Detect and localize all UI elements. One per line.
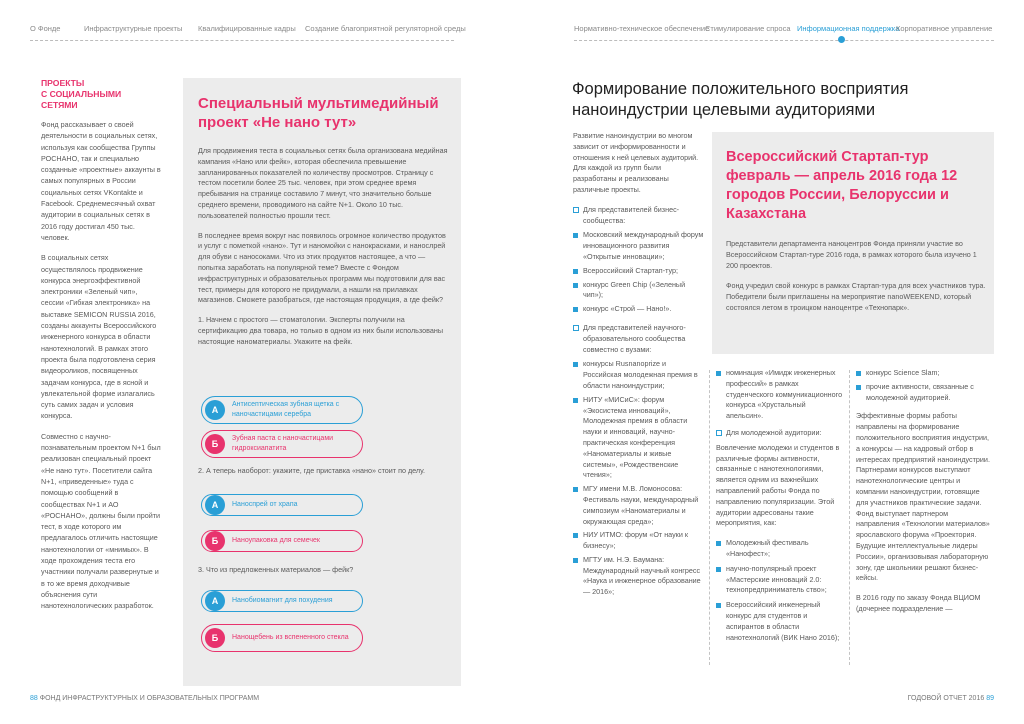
quiz-answer-1a[interactable] (201, 396, 363, 424)
col4-paragraph: В 2016 году по заказу Фонда ВЦИОМ (дочернее подразделение — (856, 593, 981, 613)
special-paragraph: В последнее время вокруг нас появилось огромное количество продуктов и услуг с пометкой «нано». Тут и наномойки с нанокрасками, и нанослрей для обуви с наносоками. Что из этих продуктов настоящее, а что — попытка заработать на популярной теме? Вместе с Фондом инфраструктурных и образовательных программ мы подготовили для вас тест, примеры для которого не придумали, а нашли на прилавках магазинов. Сможете разобраться, где настоящая продукция, а где фейк? (198, 230, 446, 305)
science-item: НИУ ИТМО: форум «От науки к бизнесу»; (573, 530, 705, 552)
startup-paragraph: Представители департамента наноцентров Фонда приняли участие во Всероссийском Стартап-туре 2016 года, в рамках которого была изучено 1 200 проектов. (726, 239, 977, 270)
nav-item-info-support[interactable]: Информационная поддержка (797, 24, 900, 33)
science-item: конкурсы Rusnanoprize и Российская молодежная премия в области наноиндустрии; (573, 359, 705, 391)
footer-right (908, 695, 994, 702)
nav-item-infrastructure[interactable]: Инфраструктурные проекты (84, 24, 183, 33)
nav-divider-right (574, 40, 994, 41)
science-item: МГУ имени М.В. Ломоносова: Фестиваль науки, международный симпозиум «Наноматериалы и окружающая среда»; (573, 484, 705, 527)
answer-text: Антисептическая зубная щетка с наночастицами серебра (232, 401, 340, 418)
nav-item-normative[interactable]: Нормативно-техническое обеспечение (574, 24, 710, 33)
audience-column-4 (856, 368, 990, 624)
sidebar-title-line: ПРОЕКТЫ (41, 78, 85, 88)
youth-label: Для молодежной аудитории: (716, 428, 844, 439)
sidebar-title (41, 78, 151, 111)
answer-letter-b: Б (205, 628, 225, 648)
special-paragraph: Для продвижения теста в социальных сетях была организована медийная кампания «Нано или фейк», которая обеспечила превышение запланированных показателей по количеству просмотров. Страницу с тестом посетили более 25 тыс. человек, при этом среднее время пребывания на странице составило 7 минут, что значительно больше среднего времени, проводимого на сайте N+1. Около 10 тыс. пользователей полностью прошли тест. (198, 146, 448, 220)
youth-item: прочие активности, связанные с молодежной аудиторией. (856, 382, 990, 404)
science-label: Для представителей научного-образовательного сообщества совместно с вузами: (573, 323, 705, 355)
column-separator (709, 370, 710, 665)
sidebar-paragraph: В социальных сетях осуществлялось продвижение конкурса энергоэффективной электроники «Зеленый чип», сессии «Гибкая электроника» на выставке SEMICON RUSSIA 2016, созданы аккаунты Всероссийского инженерного конкурса в области нанотехнологий. В рамках этого проекта была подготовлена серия видеороликов, посвященных задачам конкурса, где в ясной и увлекательной форме излагались суть самих задач и условия конкурса. (41, 253, 157, 421)
quiz-question: 2. А теперь наоборот: укажите, где приставка «нано» стоит по делу. (198, 466, 425, 475)
sidebar-body (41, 119, 161, 620)
audience-column-3 (716, 368, 844, 643)
page-number-left: 88 (30, 695, 38, 702)
main-title (572, 79, 992, 121)
footer-left (30, 695, 259, 702)
sidebar-title-line: С СОЦИАЛЬНЫМИ (41, 89, 122, 99)
quiz-answer-3b[interactable] (201, 624, 363, 652)
special-project-body (198, 146, 448, 357)
special-project-title: Специальный мультимедийный проект «Не нано тут» (198, 95, 439, 131)
science-item: МГТУ им. Н.Э. Баумана: Международный научный конгресс «Наука и инженерное образование — 2016»; (573, 555, 705, 598)
footer-left-text: ФОНД ИНФРАСТРУКТУРНЫХ И ОБРАЗОВАТЕЛЬНЫХ ПРОГРАММ (39, 695, 260, 702)
sidebar-paragraph: Фонд рассказывает о своей деятельности в социальных сетях, используя как сообщества Группы РОСНАНО, так и специально созданные «проектные» аккаунты в самых популярных в России социальных сетях VKontakte и Facebook. Среднемесячный охват аудитории в социальных сетях в 2016 году достигал 450 тыс. человек. (41, 120, 161, 242)
youth-item: Всероссийский инженерный конкурс для студентов и аспирантов в области нанотехнологий (ВИК Нано 2016); (716, 600, 844, 643)
audience-column-1 (573, 131, 705, 598)
nav-active-indicator (838, 36, 845, 43)
nav-item-demand[interactable]: Стимулирование спроса (705, 24, 791, 33)
youth-item: Молодежный фестиваль «Нанофест»; (716, 538, 844, 560)
science-item: номинация «Имидж инженерных профессий» в рамках студенческого коммуникационного конкурса «Хрустальный апельсин». (716, 368, 844, 422)
startup-paragraph: Фонд учредил свой конкурс в рамках Стартап-тура для всех участников тура. Победители были приглашены на мероприятие nanoWEEKEND, который состоялся летом в троицком наноцентре «Технопарк». (726, 281, 986, 312)
answer-text: Нанощебень из вспененного стекла (232, 634, 349, 641)
nav-divider-left (30, 40, 454, 41)
business-item: Московский международный форум инновационного развития «Открытые инновации»; (573, 230, 705, 262)
quiz-answer-2a[interactable] (201, 494, 363, 516)
business-item: конкурс «Строй — Нано!». (573, 304, 705, 315)
youth-item: научно-популярный проект «Мастерские инноваций 2.0: технопредприниматель ство»; (716, 564, 844, 596)
quiz-answer-2b[interactable] (201, 530, 363, 552)
col4-paragraph: Эффективные формы работы направлены на формирование положительного восприятия индустрии, а конкурсы — на кадровый отбор в интересах предприятий наноиндустрии. Партнерами конкурсов выступают нанотехнологические центры и компании наноиндустрии, готовящие для участников практические задачи. Фонд выступает партнером направления «Технологии материалов» ярославского форума «Проектория. Будущие интеллектуальные лидеры России», организовывая лабораторную зону, где школьники решают бизнес-кейсы. (856, 411, 990, 583)
nav-item-personnel[interactable]: Квалифицированные кадры (198, 24, 296, 33)
answer-letter-b: Б (205, 434, 225, 454)
answer-letter-a: А (205, 495, 225, 515)
main-title-line: наноиндустрии целевыми аудиториями (572, 101, 876, 119)
nav-item-corporate[interactable]: Корпоративное управление (896, 24, 993, 33)
youth-item: конкурс Science Slam; (856, 368, 990, 379)
answer-letter-b: Б (205, 531, 225, 551)
sidebar-title-line: СЕТЯМИ (41, 100, 78, 110)
quiz-answer-3a[interactable] (201, 590, 363, 612)
nav-item-about[interactable]: О Фонде (30, 24, 61, 33)
column-separator (849, 370, 850, 665)
sidebar-paragraph: Совместно с научно-познавательным проектом N+1 был реализован специальный проект «Не нано тут». Посетители сайта N+1, «приведенные» туда с помощью сообщений в сообществах N+1 и АО «РОСНАНО», должны были пройти тест, в ходе которого им предлагалось отличить настоящие нанотехнологии от «мнимых». В ходе прохождения теста его участники получали развернутые и в то же время доходчивые объяснения сути нанотехнологических разработок. (41, 431, 161, 611)
page-number-right: 89 (986, 695, 994, 702)
answer-letter-a: А (205, 400, 225, 420)
footer-right-text: ГОДОВОЙ ОТЧЕТ 2016 (907, 695, 985, 702)
business-item: Всероссийский Стартап-тур; (573, 266, 705, 277)
youth-paragraph: Вовлечение молодежи и студентов в различные формы активности, связанные с нанотехнологиями, является одним из важнейших направлений работы Фонда по направлению популяризации. Этой аудитории адресованы такие мероприятия, как: (716, 442, 840, 528)
quiz-question: 1. Начнем с простого — стоматологии. Эксперты получили на сертификацию два товара, но только в одном из них были использованы настоящие наноматериалы. Укажите на фейк. (198, 315, 443, 346)
startup-tour-body (726, 238, 988, 322)
answer-text: Наноупаковка для семечек (232, 537, 320, 544)
business-label: Для представителей бизнес-сообщества: (573, 205, 705, 227)
answer-text: Нанобиомагнит для похудения (232, 597, 333, 604)
quiz-answer-1b[interactable] (201, 430, 363, 458)
nav-item-regulatory[interactable]: Создание благоприятной регуляторной среды (305, 24, 466, 33)
answer-letter-a: А (205, 591, 225, 611)
main-title-line: Формирование положительного восприятия (572, 80, 909, 98)
startup-tour-title: Всероссийский Стартап-тур февраль — апрель 2016 года 12 городов России, Белоруссии и Казахстана (726, 149, 958, 222)
intro-paragraph: Развитие наноиндустрии во многом зависит от информированности и отношения к ней целевых аудиторий. Для каждой из групп были разработаны и реализованы различные проекты. (573, 131, 699, 194)
answer-text: Наноспрей от храпа (232, 501, 298, 508)
quiz-question: 3. Что из предложенных материалов — фейк? (198, 565, 354, 574)
science-item: НИТУ «МИСиС»: форум «Экосистема инноваций», Молодежная премия в области науки и инноваций, научно-практическая конференция «Наноматериалы и живые системы», «Рождественские чтения»; (573, 395, 705, 481)
business-item: конкурс Green Chip («Зеленый чип»); (573, 280, 705, 302)
answer-text: Зубная паста с наночастицами гидроксиапатита (232, 435, 334, 452)
